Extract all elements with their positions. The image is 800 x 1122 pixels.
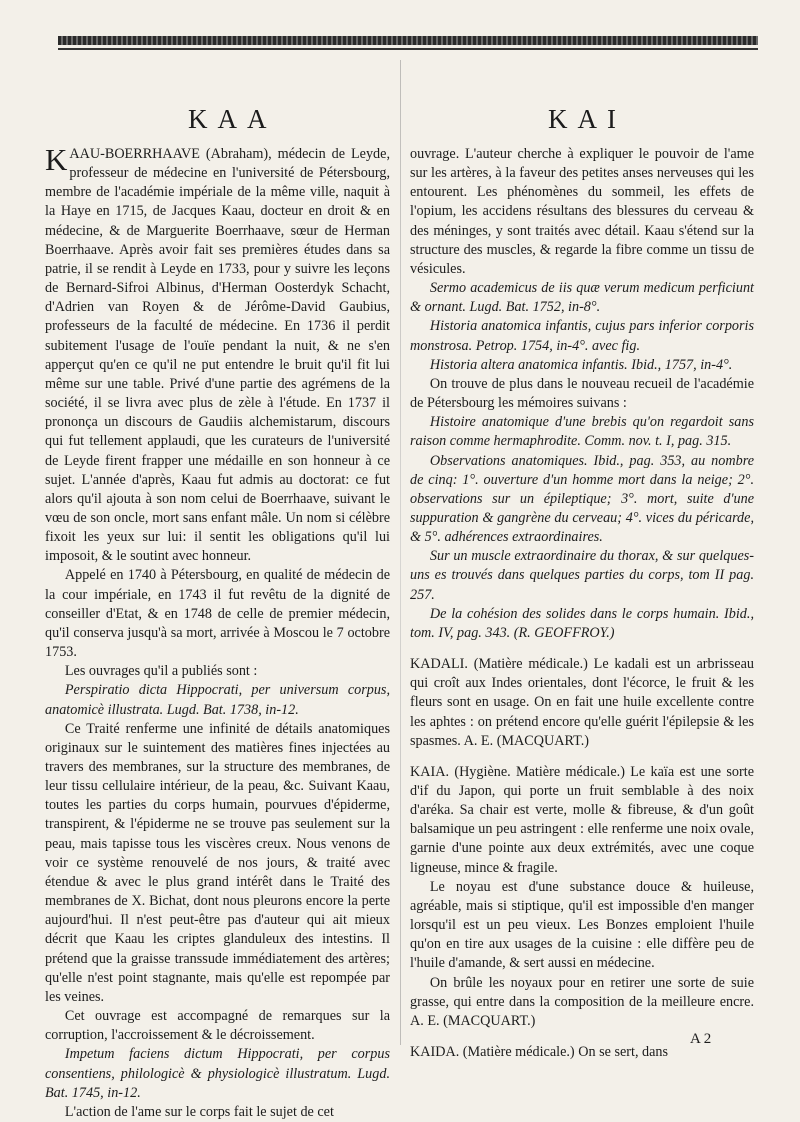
header-rule-thin [58, 48, 758, 50]
left-column [45, 142, 390, 1122]
paragraph-text: Cet ouvrage est accompagné de remarques sur la corruption, l'accroissement & le décroissement. [45, 1008, 390, 1044]
paragraph-text: AAU-BOERRHAAVE (Abraham), médecin de Leyde, professeur de médecine en l'université de Pétersbourg, membre de l'académie impériale de la même ville, naquit à la Haye en 1715, de Jacques Kaau, docteur en droit & en médecine, & de Marguerite Boerrhaave, sœur de Herman Boerrhaave. Après avoir fait ses premières études dans sa patrie, il se rendit à Leyde en 1733, pour y suivre les leçons de Bernard-Sifroi Albinus, d'Herman Oosterdyk Schacht, d'Adrien van Royen & de Jérôme-David Gaubius, professeurs de la faculté de médecine. En 1736 il perdit subitement l'usage de l'ouïe pendant la nuit, & ne s'en apperçut qu'en ce qu'il ne put entendre le bruit qu'il fit lui même sur une table. Privé d'une partie des agrémens de la société, il se livra avec plus de zèle à l'étude. En 1737 il prononça un discours de Gaudiis alchemistarum, discours qui fut tellement applaudi, que les curateurs de l'université de Leyde firent frapper une médaille en son honneur à ce sujet. L'année d'après, Kaau fut admis au doctorat: ce fut alors qu'il ajouta à son nom celui de Boerrhaave, suivant le vœu de son oncle, mort sans enfant mâle. Un nom si célèbre fixoit les yeux sur lui: il sentit les obligations qu'il lui imposoit, & le soutint avec honneur. [45, 146, 390, 565]
right-column [410, 145, 754, 1062]
paragraph [410, 317, 754, 355]
paragraph-text: Les ouvrages qu'il a publiés sont : [64, 663, 258, 680]
paragraph [410, 413, 754, 451]
paragraph [45, 1007, 390, 1045]
paragraph [410, 375, 754, 413]
drop-cap: K [45, 142, 68, 177]
paragraph-text: KADALI. (Matière médicale.) Le kadali est un arbrisseau qui croît aux Indes orientales, dont l'écorce, le fruit & les fleurs sont en usage. On en fait une huile excellente contre les aphtes : on prétend encore qu'elle guérit l'épilepsie & les spasmes. A. E. (MACQUART.) [410, 656, 754, 749]
paragraph-text: L'action de l'ame sur le corps fait le sujet de cet [64, 1103, 334, 1120]
paragraph-text: Observations anatomiques. Ibid., pag. 353, au nombre de cinq: 1°. ouverture d'un homme mort dans la neige; 2°. observations sur un épileptique; 3°. mort, suite d'une suppuration & gangrène du cerveau; 4°. vices du péricarde, & 5°. adhérences extraordinaires. [410, 452, 754, 546]
paragraph [410, 763, 754, 878]
paragraph [410, 279, 754, 317]
paragraph-text: KAIDA. (Matière médicale.) On se sert, dans [410, 1044, 669, 1061]
paragraph [410, 655, 754, 751]
paragraph-text: Sur un muscle extraordinaire du thorax, & sur quelques-uns es trouvés dans quelques parties du corps, tom II pag. 257. [410, 548, 754, 603]
paragraph [45, 566, 390, 662]
paragraph [45, 720, 390, 1007]
paragraph-text: Le noyau est d'une substance douce & huileuse, agréable, mais si stiptique, qu'il est impossible d'en manger lorsqu'il est un peu vieux. Les Bonzes emploient l'huile qu'on en tire aux usages de la cuisine : elle diffère peu de l'huile d'amande, & sert aussi en médecine. [410, 878, 754, 972]
paragraph [410, 356, 754, 375]
paragraph-text: On trouve de plus dans le nouveau recueil de l'académie de Pétersbourg les mémoires suivans : [410, 375, 754, 412]
paragraph [410, 547, 754, 604]
paragraph [410, 452, 754, 548]
paragraph-text: Perspiratio dicta Hippocrati, per universum corpus, anatomicè illustrata. Lugd. Bat. 1738, in-12. [45, 682, 390, 718]
header-rule [58, 36, 758, 45]
paragraph-text: Historia anatomica infantis, cujus pars inferior corporis monstrosa. Petrop. 1754, in-4°. avec fig. [410, 318, 754, 354]
paragraph-text: Ce Traité renferme une infinité de détails anatomiques originaux sur le suintement des matières fines injectées au travers des membranes, sur la structure des membranes, de leur tissu cellulaire intérieur, de la peau, &c. Suivant Kaau, toutes les parties du corps humain, pourvues d'épiderme, transpirent, & l'épiderme ne se trouve pas seulement sur la peau, mais tapisse tous les viscères creux. Nous venons de voir ce système renouvelé de nos jours, & traité avec étendue & avec le plus grand intérêt dans le Traité des membranes de X. Bichat, dont nous pleurons encore la perte aujourd'hui. Il n'est peut-être pas d'auteur qui ait mieux décrit que Kaau les criptes glanduleux des intestins. Il prétend que la graisse transsude immédiatement des artères; qu'elle n'est point stagnante, mais qu'elle est repompée par les veines. [45, 720, 390, 1005]
paragraph-text: Appelé en 1740 à Pétersbourg, en qualité de médecin de la cour impériale, en 1743 il fut revêtu de la dignité de conseiller d'Etat, & en 1748 de celle de premier médecin, qu'il conserva jusqu'à sa mort, arrivée à Moscou le 7 octobre 1753. [45, 567, 390, 661]
paragraph-text: KAIA. (Hygiène. Matière médicale.) Le kaïa est une sorte d'if du Japon, qui porte un fruit semblable à des noix d'aréka. Sa chair est verte, molle & fibreuse, & d'un goût balsamique un peu astringent : elle renferme une noix ovale, garnie d'une pointe aux deux extrémités, avec une coque ligneuse, mince & fragile. [410, 763, 754, 876]
paragraph-text: Historia altera anatomica infantis. Ibid., 1757, in-4°. [429, 356, 733, 373]
paragraph [45, 1045, 390, 1102]
paragraph [410, 145, 754, 279]
paragraph [410, 878, 754, 974]
signature-mark: A 2 [690, 1031, 712, 1047]
paragraph-text: Sermo academicus de iis quæ verum medicum perficiunt & ornant. Lugd. Bat. 1752, in-8°. [410, 280, 754, 316]
paragraph [45, 681, 390, 719]
paragraph-text: De la cohésion des solides dans le corps humain. Ibid., tom. IV, pag. 343. (R. GEOFFROY.) [410, 605, 754, 641]
right-running-head: KAI [548, 104, 626, 135]
paragraph [45, 662, 390, 681]
paragraph-text: On brûle les noyaux pour en retirer une sorte de suie grasse, qui entre dans la composition de la meilleure encre. A. E. (MACQUART.) [410, 974, 754, 1029]
left-running-head: KAA [188, 104, 277, 135]
paragraph [410, 605, 754, 643]
column-gutter [400, 60, 401, 1045]
paragraph-text: Impetum faciens dictum Hippocrati, per corpus consentiens, philologicè & physiologicè illustratum. Lugd. Bat. 1745, in-12. [45, 1046, 390, 1101]
paragraph [45, 1103, 390, 1122]
paragraph [45, 142, 390, 566]
paragraph [410, 974, 754, 1031]
paragraph-text: Histoire anatomique d'une brebis qu'on regardoit sans raison comme hermaphrodite. Comm. nov. t. I, pag. 315. [410, 414, 754, 450]
paragraph-text: ouvrage. L'auteur cherche à expliquer le pouvoir de l'ame sur les artères, à la faveur des petites anses nerveuses qui les entourent. Les phénomènes du sommeil, les effets de l'opium, les accidens résultans des blessures du cerveau & des méninges, y sont traités avec détail. Kaau s'étend sur la structure des muscles, & regarde la fibre comme un tissu de vésicules. [410, 146, 754, 277]
